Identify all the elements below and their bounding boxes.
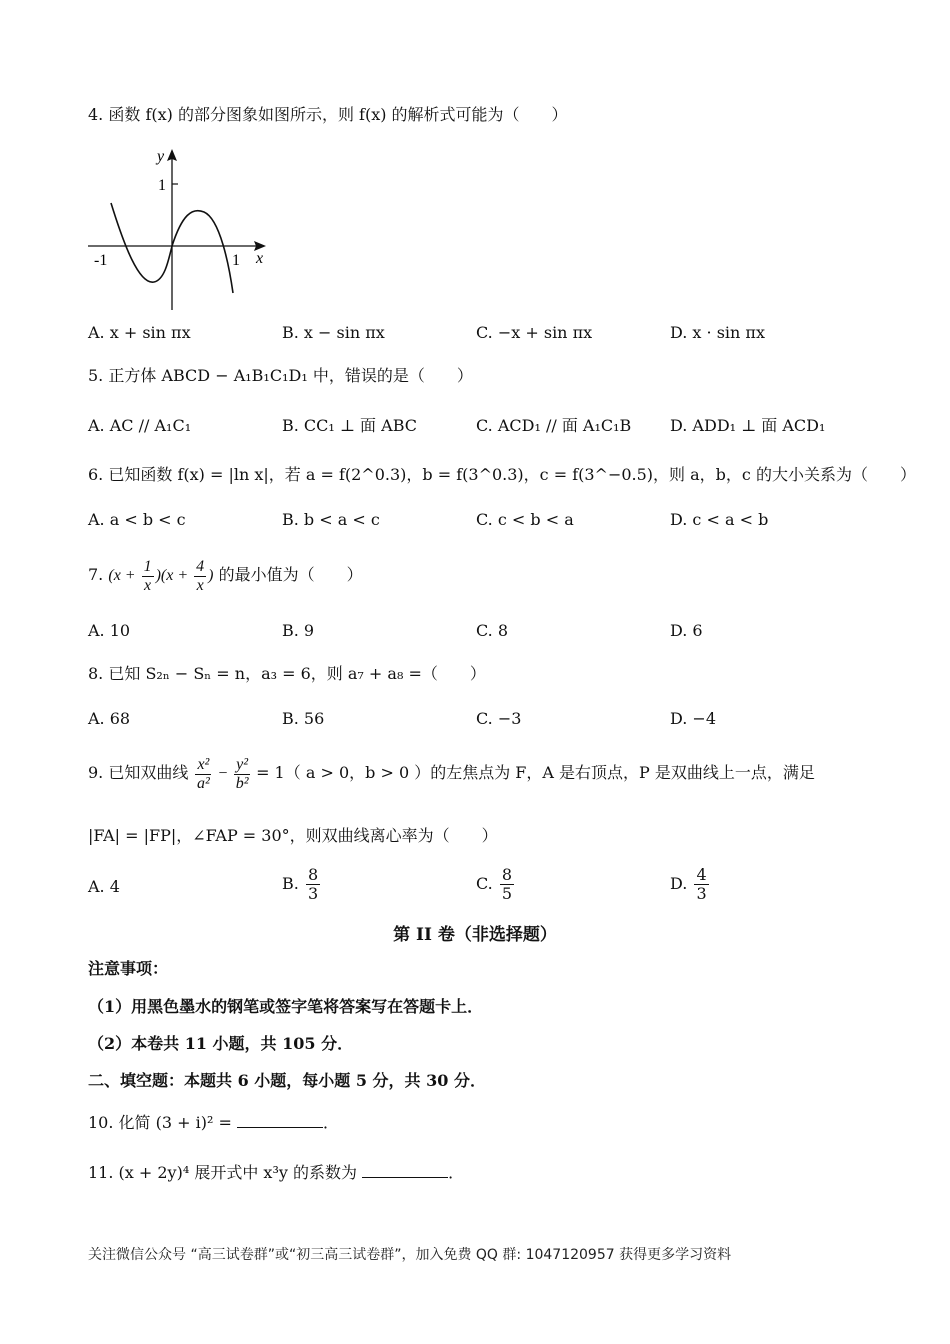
q6-stem: 6. 已知函数 f(x) = |ln x|，若 a = f(2^0.3)，b = f(3^0.3)，c = f(3^−0.5)，则 a，b，c 的大小关系为（ ） [88,465,916,484]
notes-title: 注意事项： [88,959,169,978]
q8-stem: 8. 已知 S₂ₙ − Sₙ = n，a₃ = 6，则 a₇ + a₈ =（ ） [88,664,486,683]
q4-option-c[interactable]: C. −x + sin πx [476,323,593,342]
q9-suffix: = 1（ a > 0，b > 0 ）的左焦点为 F，A 是右顶点，P 是双曲线上一点，满足 [256,763,815,782]
q9-option-d[interactable] [670,866,711,903]
q9-stem [88,750,815,800]
q11-answer-blank[interactable] [362,1163,448,1178]
q5-option-c[interactable]: C. ACD₁ // 面 A₁C₁B [476,416,632,435]
part-2-heading: 二、填空题：本题共 6 小题，每小题 5 分，共 30 分． [88,1071,486,1090]
q8-option-d[interactable]: D. −4 [670,709,717,728]
q5-option-b[interactable]: B. CC₁ ⊥ 面 ABC [282,416,417,435]
q5-option-a[interactable]: A. AC // A₁C₁ [88,416,192,435]
q9-option-d-fraction: $\frac{4}{3}$ [696,865,707,903]
q9-option-d-label: D. [670,874,688,893]
q9-option-b[interactable] [282,866,322,903]
q6-option-d[interactable]: D. c < a < b [670,510,769,529]
q9-option-b-fraction: $\frac{8}{3}$ [307,865,319,903]
q6-option-a[interactable]: A. a < b < c [88,510,186,529]
q10-answer-blank[interactable] [237,1113,323,1128]
q6-option-c[interactable]: C. c < b < a [476,510,574,529]
q9-prefix: 9. 已知双曲线 [88,763,189,782]
q11-end: ． [448,1163,465,1182]
q11-stem [88,1162,464,1184]
q4-function-graph [84,145,274,315]
q7-option-b[interactable]: B. 9 [282,621,315,640]
q8-option-b[interactable]: B. 56 [282,709,325,728]
note-2: （2）本卷共 11 小题，共 105 分． [88,1034,354,1053]
q10-end: ． [322,1113,339,1132]
q7-stem [88,552,363,600]
graph-y-label: y [157,148,165,165]
note-1: （1）用黑色墨水的钢笔或签字笔将答案写在答题卡上． [88,997,484,1016]
q5-stem: 5. 正方体 ABCD − A₁B₁C₁D₁ 中，错误的是（ ） [88,366,473,385]
q6-option-b[interactable]: B. b < a < c [282,510,380,529]
graph-tick-xm1: -1 [94,252,108,269]
graph-tick-x1: 1 [232,252,240,269]
section-title: 第 II 卷（非选择题） [393,925,557,945]
q9-option-c-label: C. [476,874,493,893]
q9-hyperbola: $\frac{\text{x²}}{\text{a²}}$ − $\frac{\text{y²}}{\text{b²}}$ [197,755,249,792]
q10-stem [88,1112,339,1134]
q9-option-a[interactable]: A. 4 [88,877,120,896]
q7-expression: (x + $\frac{1}{x}$ )(x + $\frac{4}{x}$ ) [108,557,214,594]
page-footer: 关注微信公众号 “高三试卷群”或“初三高三试卷群”，加入免费 QQ 群: 1047120957 获得更多学习资料 [88,1247,732,1263]
q7-option-d[interactable]: D. 6 [670,621,703,640]
q7-number: 7. [88,565,104,584]
q8-option-a[interactable]: A. 68 [88,709,131,728]
graph-tick-y1: 1 [158,177,166,194]
q9-line2: |FA| = |FP|，∠FAP = 30°，则双曲线离心率为（ ） [88,826,498,845]
q7-suffix: 的最小值为（ ） [218,565,363,584]
q11-text: 11. (x + 2y)⁴ 展开式中 x³y 的系数为 [88,1163,357,1182]
q4-stem: 4. 函数 f(x) 的部分图象如图所示，则 f(x) 的解析式可能为（ ） [88,105,568,124]
q7-option-c[interactable]: C. 8 [476,621,509,640]
q4-option-b[interactable]: B. x − sin πx [282,323,385,342]
q10-text: 10. 化简 (3 + i)² = [88,1113,232,1132]
q9-option-b-label: B. [282,874,299,893]
graph-x-label: x [256,250,264,267]
q5-option-d[interactable]: D. ADD₁ ⊥ 面 ACD₁ [670,416,826,435]
q4-option-d[interactable]: D. x · sin πx [670,323,765,342]
q4-option-a[interactable]: A. x + sin πx [88,323,191,342]
q9-option-c[interactable] [476,866,516,903]
q9-option-c-fraction: $\frac{8}{5}$ [501,865,513,903]
q8-option-c[interactable]: C. −3 [476,709,522,728]
q7-option-a[interactable]: A. 10 [88,621,131,640]
